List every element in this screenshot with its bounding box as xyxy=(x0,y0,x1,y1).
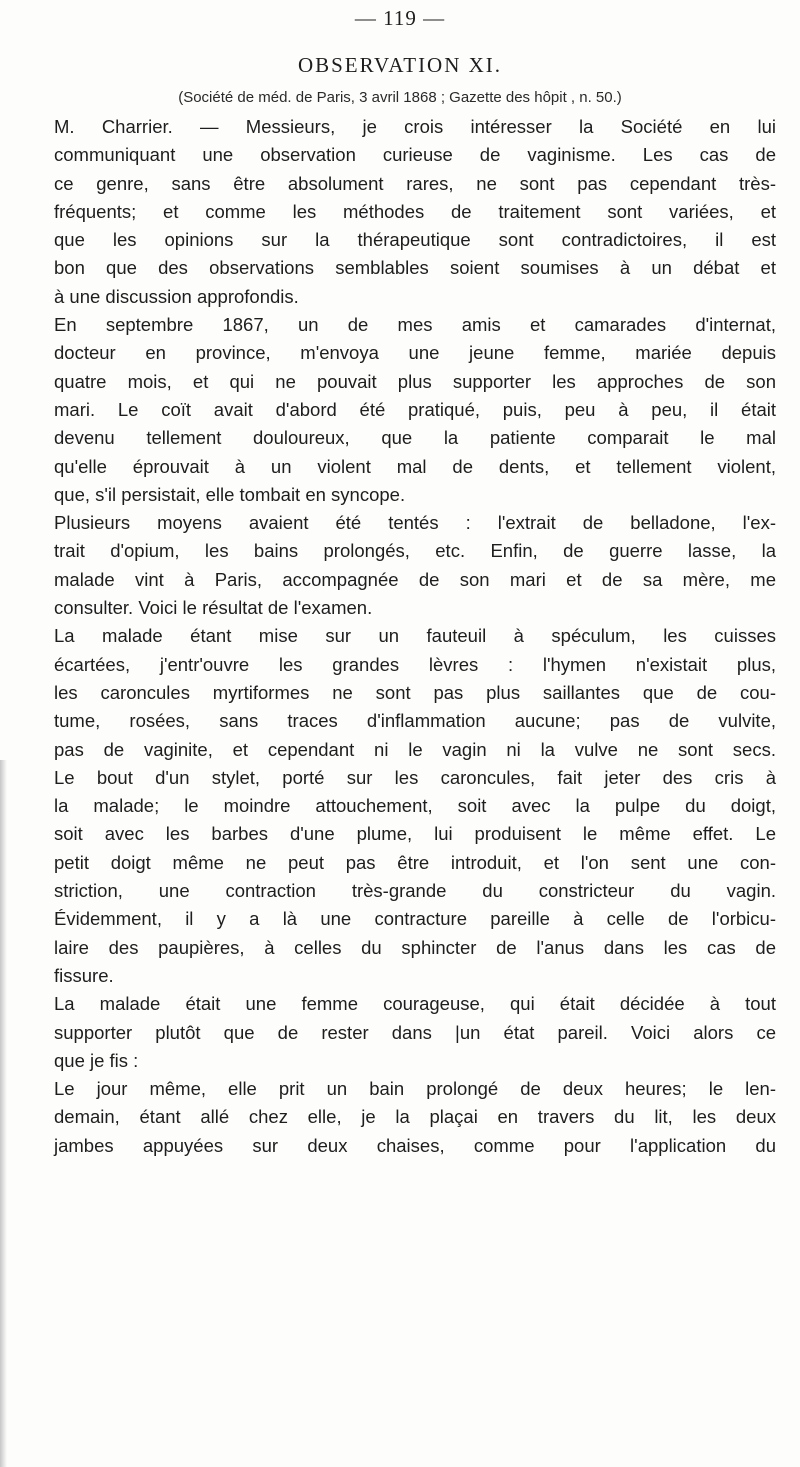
text-line: fréquents; et comme les méthodes de traitement sont variées, et xyxy=(54,200,776,222)
text-line: bon que des observations semblables soient soumises à un débat et xyxy=(54,257,776,279)
text-line: demain, étant allé chez elle, je la plaçai en travers du lit, les deux xyxy=(54,1106,776,1128)
text-line: consulter. Voici le résultat de l'examen. xyxy=(54,597,373,619)
text-line: fissure. xyxy=(54,964,114,986)
text-line: que je fis : xyxy=(54,1049,139,1071)
text-line: soit avec les barbes d'une plume, lui produisent le même effet. Le xyxy=(54,823,776,845)
text-line: tume, rosées, sans traces d'inflammation aucune; pas de vulvite, xyxy=(54,710,776,732)
text-line: La malade étant mise sur un fauteuil à spéculum, les cuisses xyxy=(54,625,776,647)
text-line: supporter plutôt que de rester dans |un état pareil. Voici alors ce xyxy=(54,1021,776,1043)
text-line: devenu tellement douloureux, que la patiente comparait le mal xyxy=(54,427,776,449)
observation-title: OBSERVATION XI. xyxy=(297,53,503,77)
text-line: trait d'opium, les bains prolongés, etc. Enfin, de guerre lasse, la xyxy=(54,540,776,562)
text-line: que, s'il persistait, elle tombait en syncope. xyxy=(54,483,406,505)
text-line: écartées, j'entr'ouvre les grandes lèvres : l'hymen n'existait plus, xyxy=(54,653,776,675)
text-line: quatre mois, et qui ne pouvait plus supporter les approches de son xyxy=(54,370,776,392)
text-line: striction, une contraction très-grande du constricteur du vagin. xyxy=(54,880,776,902)
text-line: M. Charrier. — Messieurs, je crois intéresser la Société en lui xyxy=(54,116,776,137)
text-line: petit doigt même ne peut pas être introduit, et l'on sent une con- xyxy=(54,851,776,873)
text-line: les caroncules myrtiformes ne sont pas plus saillantes que de cou- xyxy=(54,681,776,703)
text-line: que les opinions sur la thérapeutique sont contradictoires, il est xyxy=(54,229,776,251)
text-line: La malade était une femme courageuse, qui était décidée à tout xyxy=(54,993,776,1015)
page-number: — 119 — xyxy=(354,6,446,30)
text-line: jambes appuyées sur deux chaises, comme pour l'application du xyxy=(54,1134,776,1156)
text-line: En septembre 1867, un de mes amis et camarades d'internat, xyxy=(54,314,776,336)
body-text xyxy=(54,113,776,1160)
text-line: la malade; le moindre attouchement, soit avec la pulpe du doigt, xyxy=(54,795,776,817)
text-line: pas de vaginite, et cependant ni le vagin ni la vulve ne sont secs. xyxy=(54,738,776,760)
text-line: mari. Le coït avait d'abord été pratiqué, puis, peu à peu, il était xyxy=(54,398,776,420)
text-line: qu'elle éprouvait à un violent mal de dents, et tellement violent, xyxy=(54,455,776,477)
text-line: Plusieurs moyens avaient été tentés : l'extrait de belladone, l'ex- xyxy=(54,512,776,534)
text-line: communiquant une observation curieuse de vaginisme. Les cas de xyxy=(54,144,776,166)
text-line: Le jour même, elle prit un bain prolongé de deux heures; le len- xyxy=(54,1078,776,1100)
text-line: malade vint à Paris, accompagnée de son mari et de sa mère, me xyxy=(54,568,776,590)
text-line: Le bout d'un stylet, porté sur les caroncules, fait jeter des cris à xyxy=(54,766,776,788)
source-citation: (Société de méd. de Paris, 3 avril 1868 ; Gazette des hôpit , n. 50.) xyxy=(178,89,622,106)
text-line: ce genre, sans être absolument rares, ne sont pas cependant très- xyxy=(54,172,776,194)
text-line: à une discussion approfondis. xyxy=(54,285,299,307)
text-line: laire des paupières, à celles du sphincter de l'anus dans les cas de xyxy=(54,936,776,958)
text-line: docteur en province, m'envoya une jeune femme, mariée depuis xyxy=(54,342,776,364)
text-line: Évidemment, il y a là une contracture pareille à celle de l'orbicu- xyxy=(54,908,776,930)
binding-shadow xyxy=(0,760,7,1467)
